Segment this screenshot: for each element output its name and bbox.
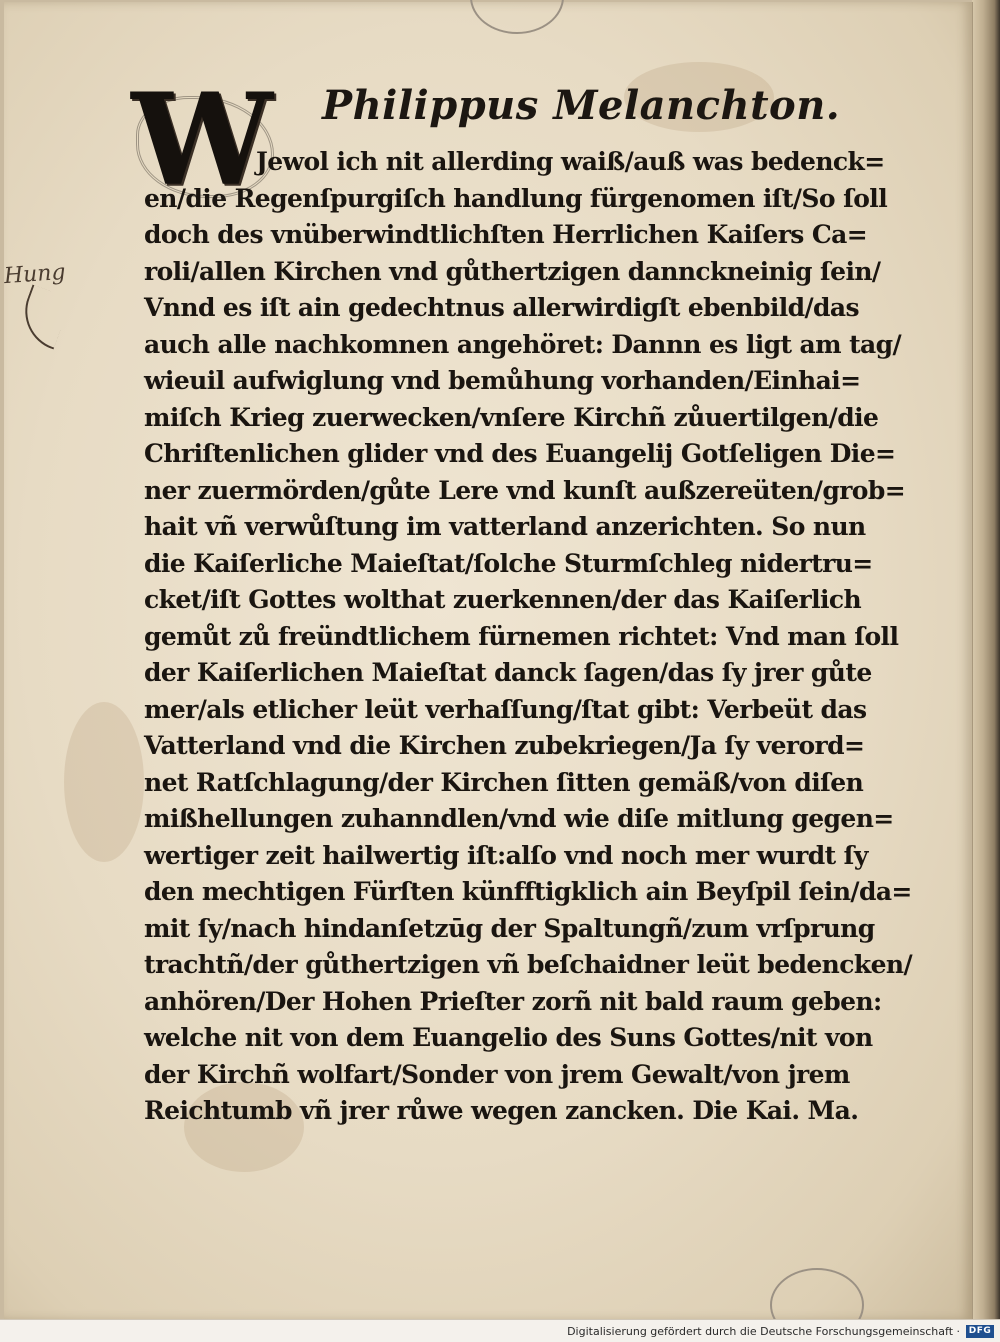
text-line: cket/iſt Gottes wolthat zuerkennen/der das Kaiſerlich (144, 585, 862, 614)
text-line: den mechtigen Fürſten künfftigklich ain Beyſpil ſein/da= (144, 877, 912, 906)
decorated-initial: W (131, 66, 273, 214)
text-line: Reichtumb vñ jrer růwe wegen zancken. Die Kai. Ma. (144, 1096, 859, 1125)
text-line: ner zuermörden/gůte Lere vnd kunſt außzereüten/grob= (144, 475, 906, 505)
text-line: mißhellungen zuhanndlen/vnd wie diſe mitlung gegen= (144, 804, 894, 833)
text-line: doch des vnüberwindtlichſten Herrlichen Kaiſers Ca= (144, 220, 868, 249)
funding-credit: Digitalisierung gefördert durch die Deutsche Forschungsgemeinschaft · (567, 1325, 960, 1338)
text-line: wieuil aufwiglung vnd bemůhung vorhanden/Einhai= (144, 366, 861, 395)
text-line: gemůt zů freündtlichem fürnemen richtet: Vnd man ſoll (144, 621, 899, 651)
text-line: roli/allen Kirchen vnd gůthertzigen dannckneinig ſein/ (144, 256, 881, 286)
text-line: der Kirchñ wolfart/Sonder von jrem Gewalt/von jrem (144, 1059, 850, 1089)
text-line: Vnnd es iſt ain gedechtnus allerwirdigſt ebenbild/das (144, 293, 859, 322)
dfg-logo[interactable]: DFG (966, 1325, 994, 1338)
text-line: en/die Regenſpurgiſch handlung fürgenomen iſt/So ſoll (144, 183, 888, 213)
text-line: die Kaiſerliche Maieſtat/ſolche Sturmſchleg nidertru= (144, 548, 873, 578)
text-line: mit ſy/nach hindanſetzūg der Spaltungñ/zum vrſprung (144, 913, 875, 943)
text-line: welche nit von dem Euangelio des Suns Gottes/nit von (144, 1023, 873, 1052)
paper-stain (64, 702, 144, 862)
text-line: auch alle nachkomnen angehöret: Dannn es ligt am tag/ (144, 329, 902, 359)
page-title: Philippus Melanchton. (322, 82, 841, 129)
text-line: hait vñ verwůſtung im vatterland anzerichten. So nun (144, 512, 866, 541)
text-line: Chriſtenlichen glider vnd des Euangelij Gotſeligen Die= (144, 439, 896, 468)
text-line: mer/als etlicher leüt verhaſſung/ſtat gibt: Verbeüt das (144, 694, 867, 724)
viewer-footer (0, 1319, 1000, 1342)
handwritten-margin-note: Hung (3, 259, 67, 290)
book-gutter-edge (972, 0, 1000, 1342)
text-line: trachtñ/der gůthertzigen vñ beſchaidner leüt bedencken/ (144, 950, 913, 979)
text-line: net Ratſchlagung/der Kirchen ſitten gemäß/von diſen (144, 767, 864, 797)
text-line: miſch Krieg zuerwecken/vnſere Kirchñ zůuertilgen/die (144, 402, 879, 432)
body-text (144, 144, 914, 1130)
text-line: Vatterland vnd die Kirchen zubekriegen/Ja ſy verord= (144, 731, 865, 760)
text-line: anhören/Der Hohen Prieſter zorñ nit bald raum geben: (144, 986, 882, 1016)
text-line: der Kaiſerlichen Maieſtat danck ſagen/das ſy jrer gůte (144, 658, 872, 687)
text-line: Jewol ich nit allerding waiß/auß was bedenck= (256, 147, 885, 176)
text-line: wertiger zeit hailwertig iſt:alſo vnd noch mer wurdt ſy (144, 840, 868, 870)
